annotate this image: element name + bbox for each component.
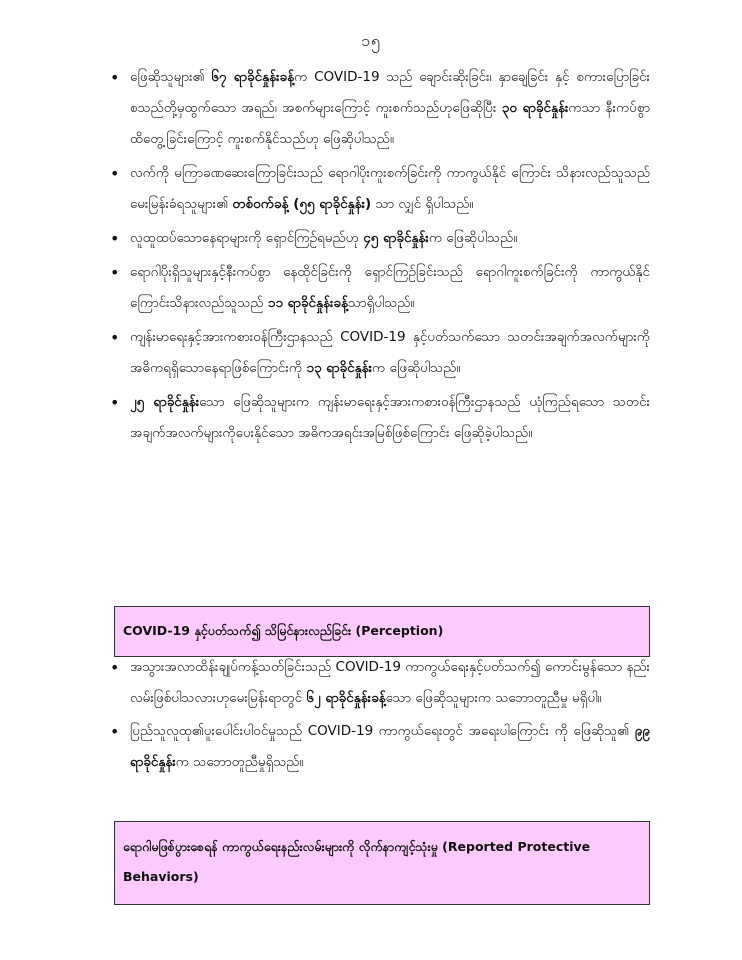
bullet-text: ကသာ နီးကပ်စွာထိတွေ့ခြင်းကြောင့် ကူးစက်နိုင်သည်ဟု ဖြေဆိုပါသည်။ [130, 100, 650, 147]
section-heading-protective-behaviors: ရောဂါမဖြစ်ပွားစေရန် ကာကွယ်ရေးနည်းလမ်းများကို လိုက်နာကျင့်သုံးမှု (Reported Protective Behaviors) [114, 821, 650, 905]
bold-statistic: တစ်ဝက်ခန့် (၅၅ ရာခိုင်နှုန်း) [232, 196, 372, 212]
page-number: ၁၅ [361, 31, 381, 50]
bullet-text: ပြည်သူလူထု၏ပူးပေါင်းပါဝင်မှုသည် COVID-19 ကာကွယ်ရေးတွင် အရေးပါကြောင်း ကို ဖြေဆိုသူ၏ [130, 723, 635, 739]
bullet-text: က ဖြေဆိုပါသည်။ [428, 230, 518, 246]
bullet-text: က သဘောတူညီမှုရှိသည်။ [175, 754, 304, 770]
key-findings-list [130, 62, 650, 452]
bullet-text: အသွားအလာထိန်းချုပ်ကန့်သတ်ခြင်းသည် COVID-19 ကာကွယ်ရေးနှင့်ပတ်သက်၍ ကောင်းမွန်သော နည်းလမ်းဖြစ်ပါသလားဟုမေးမြန်းရာတွင် [130, 659, 650, 706]
bullet-text: ဖြေဆိုသူများ၏ [130, 69, 212, 85]
bold-statistic: ၆၂ ရာခိုင်နှုန်းခန့် [306, 690, 386, 706]
bold-statistic: ၃၀ ရာခိုင်နှုန်း [501, 100, 569, 116]
bold-statistic: ၄၅ ရာခိုင်နှုန်း [363, 230, 429, 246]
perception-findings-list [130, 652, 650, 780]
bullet-text: သာရှိပါသည်။ [347, 295, 415, 311]
bullet-text: က ဖြေဆိုပါသည်။ [372, 360, 461, 376]
bullet-text: သာ လျှင် ရှိပါသည်။ [371, 196, 474, 212]
bullet-item [130, 257, 650, 319]
bullet-text: က COVID-19 သည် ချောင်းဆိုးခြင်း၊ နှာချေခြင်း နှင့် စကားပြောခြင်းစသည်တို့မှထွက်သော အရည်၊ အစက်များကြောင့် ကူးစက်သည်ဟုဖြေဆိုပြီး [130, 69, 650, 116]
bold-statistic: ၁၃ ရာခိုင်နှုန်း [306, 360, 373, 376]
bold-statistic: ၆၇ ရာခိုင်နှုန်းခန့် [211, 69, 295, 85]
bullet-text: ကျန်းမာရေးနှင့်အားကစားဝန်ကြီးဌာနသည် COVID-19 နှင့်ပတ်သက်သော သတင်းအချက်အလက်များကို အဓိကရရှိသောနေရာဖြစ်ကြောင်းကို [130, 329, 650, 376]
bold-statistic: ၂၅ ရာခိုင်နှုန်း [130, 394, 200, 410]
bullet-item [130, 158, 650, 220]
section-heading-perception: COVID-19 နှင့်ပတ်သက်၍ သိမြင်နားလည်ခြင်း (Perception) [114, 606, 650, 657]
bold-statistic: ၁၁ ရာခိုင်နှုန်းခန့် [267, 295, 348, 311]
bullet-item [130, 223, 650, 254]
bullet-item [130, 652, 650, 714]
bullet-item [130, 716, 650, 778]
bullet-text: ရောဂါပိုးရှိသူများနှင့်နီးကပ်စွာ နေထိုင်ခြင်းကို ရှောင်ကြဉ်ခြင်းသည် ရောဂါကူးစက်ခြင်းကို ကာကွယ်နိုင်ကြောင်းသိနားလည်သူသည် [130, 264, 650, 311]
bullet-item [130, 322, 650, 384]
bullet-text: လူထူထပ်သောနေရာများကို ရှောင်ကြဉ်ရမည်ဟု [130, 230, 364, 246]
bullet-text: သော ဖြေဆိုသူများက ကျန်းမာရေးနှင့်အားကစားဝန်ကြီးဌာနသည် ယုံကြည်ရသော သတင်းအချက်အလက်များကိုပေးနိုင်သော အဓိကအရင်းအမြစ်ဖြစ်ကြောင်း ဖြေဆိုခဲ့ပါသည်။ [130, 394, 650, 441]
bullet-item [130, 62, 650, 155]
bold-statistic: ၉၉ ရာခိုင်နှုန်း [130, 723, 650, 770]
bullet-text: လက်ကို မကြာခဏဆေးကြောခြင်းသည် ရောဂါပိုးကူးစက်ခြင်းကို ကာကွယ်နိုင် ကြောင်း သိနားလည်သူသည် မေးမြန်းခံရသူများ၏ [130, 165, 650, 212]
bullet-item [130, 387, 650, 449]
bullet-text: သော ဖြေဆိုသူများက သဘောတူညီမှု မရှိပါ။ [385, 690, 602, 706]
